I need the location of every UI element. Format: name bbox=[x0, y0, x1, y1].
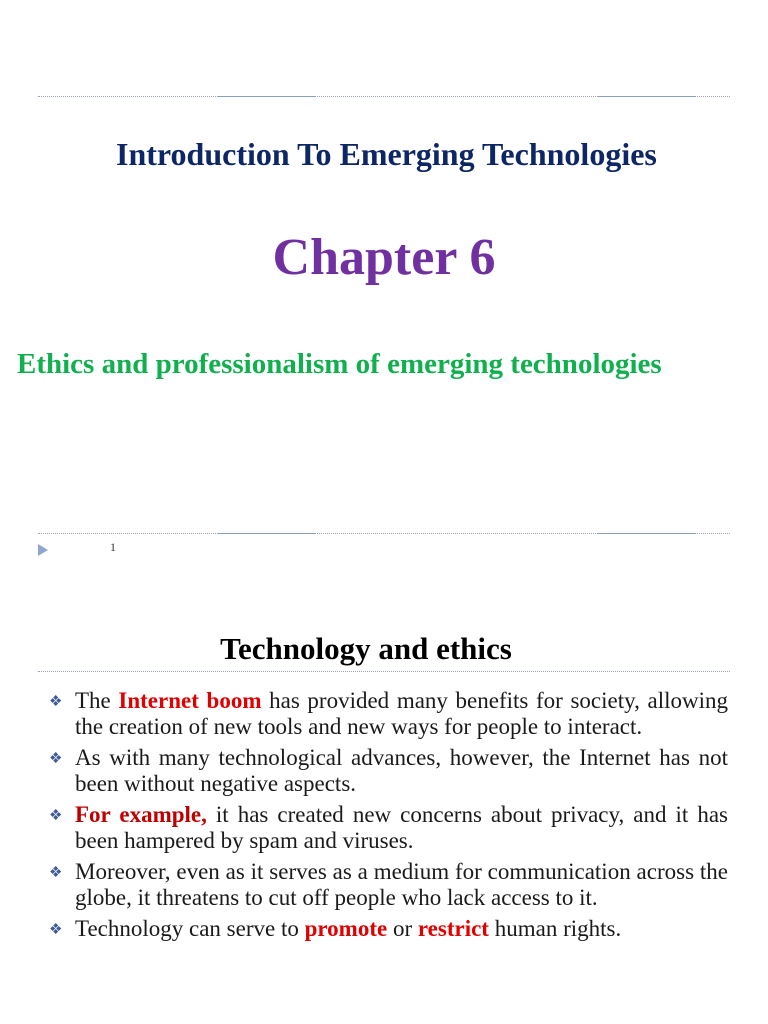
chapter-title: Chapter 6 bbox=[272, 229, 496, 286]
highlight-text: restrict bbox=[417, 916, 489, 941]
bottom-rule-accent-right bbox=[598, 533, 696, 534]
highlight-text: For example, bbox=[75, 802, 207, 827]
bottom-rule-accent-left bbox=[218, 533, 316, 534]
diamond-bullet-icon: ❖ bbox=[49, 808, 63, 824]
diamond-bullet-icon: ❖ bbox=[49, 865, 63, 881]
bullet-item: ❖ Technology can serve to promote or restrict human rights. bbox=[49, 916, 622, 941]
bullet-list bbox=[44, 688, 728, 947]
highlight-text: promote bbox=[304, 916, 388, 941]
page-number: 1 bbox=[110, 540, 116, 554]
top-rule-accent-left bbox=[218, 96, 316, 97]
diamond-bullet-icon: ❖ bbox=[49, 751, 63, 767]
bullet-item: ❖ For example, it has created new concerns about privacy, and it has been hampered by spam and viruses. bbox=[49, 802, 728, 853]
chapter-subtitle: Ethics and professionalism of emerging technologies bbox=[17, 348, 662, 380]
bullet-item: ❖ As with many technological advances, however, the Internet has not been without negative aspects. bbox=[49, 745, 728, 796]
slide-heading: Technology and ethics bbox=[220, 631, 512, 666]
highlight-text: Internet boom bbox=[118, 688, 262, 713]
triangle-right-icon bbox=[38, 543, 48, 561]
heading-rule bbox=[38, 671, 730, 672]
diamond-bullet-icon: ❖ bbox=[49, 922, 63, 938]
top-rule-accent-right bbox=[598, 96, 696, 97]
bullet-item: ❖ The Internet boom has provided many benefits for society, allowing the creation of new tools and new ways for people to interact. bbox=[49, 688, 728, 739]
diamond-bullet-icon: ❖ bbox=[49, 694, 63, 710]
bullet-item: ❖ Moreover, even as it serves as a medium for communication across the globe, it threatens to cut off people who lack access to it. bbox=[49, 859, 728, 910]
course-title: Introduction To Emerging Technologies bbox=[116, 136, 657, 172]
